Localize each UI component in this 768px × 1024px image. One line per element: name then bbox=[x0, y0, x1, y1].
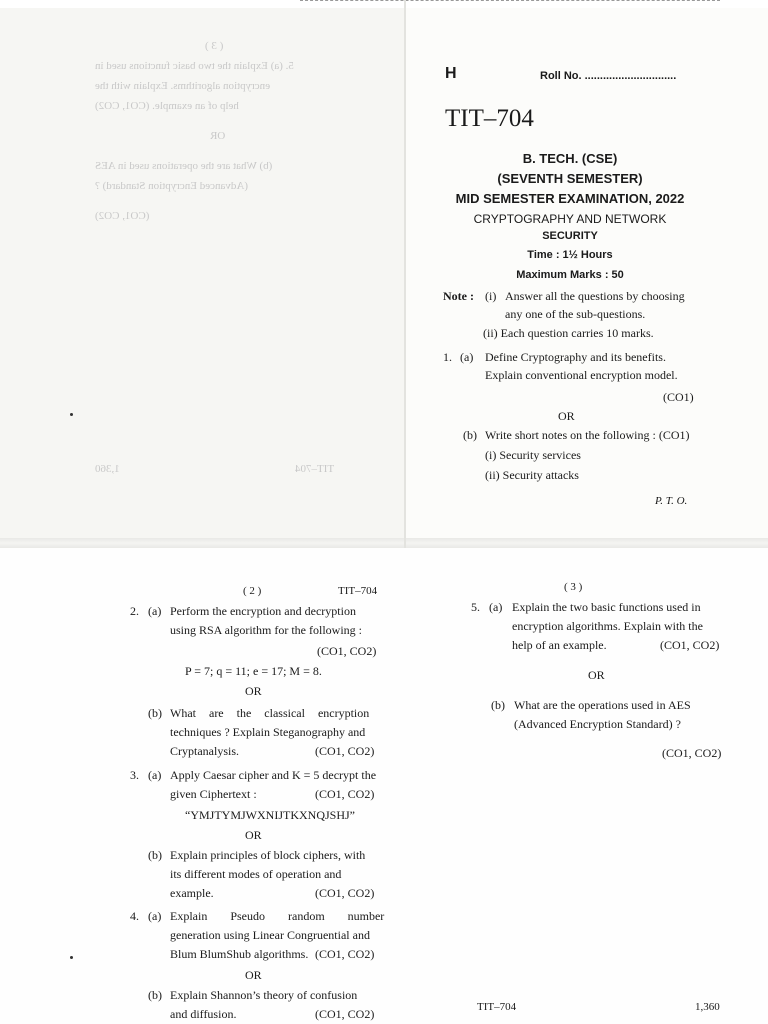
q3b-co: (CO1, CO2) bbox=[315, 886, 375, 900]
ghost-text: (Advanced Encryption Standard) ? bbox=[95, 180, 249, 192]
q4b-line2: and diffusion. bbox=[170, 1007, 237, 1021]
q2a-label: (a) bbox=[148, 604, 162, 618]
q3a-line1: Apply Caesar cipher and K = 5 decrypt the bbox=[170, 768, 377, 782]
q5a-co: (CO1, CO2) bbox=[660, 638, 720, 652]
q4-or: OR bbox=[245, 968, 262, 982]
q2-or: OR bbox=[245, 684, 262, 698]
ghost-text: encryption algorithms. Explain with the bbox=[95, 80, 271, 92]
q2b-label: (b) bbox=[148, 706, 162, 720]
q2a-line2: using RSA algorithm for the following : bbox=[170, 623, 362, 637]
page-cover bbox=[405, 8, 768, 538]
q3b-line2: its different modes of operation and bbox=[170, 867, 342, 881]
q2a-line1: Perform the encryption and decryption bbox=[170, 604, 356, 618]
page-2 bbox=[0, 548, 405, 1024]
page-top-left-blank bbox=[0, 8, 405, 538]
note-label: Note : bbox=[443, 289, 474, 303]
ghost-text: OR bbox=[210, 130, 226, 142]
ghost-text: (CO1, CO2) bbox=[95, 210, 150, 222]
q5b-label: (b) bbox=[491, 698, 505, 712]
q1b-line1: Write short notes on the following : (CO1) bbox=[485, 428, 690, 442]
speck bbox=[70, 956, 73, 959]
q5a-line2: encryption algorithms. Explain with the bbox=[512, 619, 703, 633]
q3a-ciphertext: “YMJTYMJWXNIJTKXNQJSHJ” bbox=[185, 808, 355, 822]
paper-code: TIT–704 bbox=[445, 105, 534, 132]
q4a-line1: Explain Pseudo random number bbox=[170, 909, 385, 923]
q3-or: OR bbox=[245, 828, 262, 842]
q1-number: 1. bbox=[443, 350, 452, 364]
q2-number: 2. bbox=[130, 604, 139, 618]
top-edge-line bbox=[300, 0, 720, 4]
pto: P. T. O. bbox=[655, 495, 688, 507]
page3-number: ( 3 ) bbox=[564, 581, 583, 593]
q5b-co: (CO1, CO2) bbox=[662, 746, 722, 760]
roll-no: Roll No. .............................. bbox=[540, 70, 677, 82]
q2b-line3: Cryptanalysis. bbox=[170, 744, 239, 758]
fold-horizontal bbox=[0, 538, 768, 548]
footer-code: TIT–704 bbox=[477, 1001, 517, 1013]
q4a-co: (CO1, CO2) bbox=[315, 947, 375, 961]
exam-title: MID SEMESTER EXAMINATION, 2022 bbox=[455, 191, 685, 206]
footer-count: 1,360 bbox=[695, 1001, 720, 1013]
note-ii: (ii) Each question carries 10 marks. bbox=[483, 326, 654, 340]
q5a-line1: Explain the two basic functions used in bbox=[512, 600, 701, 614]
q4-number: 4. bbox=[130, 909, 139, 923]
q2b-co: (CO1, CO2) bbox=[315, 744, 375, 758]
q5b-line1: What are the operations used in AES bbox=[514, 698, 691, 712]
q1a-label: (a) bbox=[460, 350, 474, 364]
q1a-line1: Define Cryptography and its benefits. bbox=[485, 350, 666, 364]
max-marks: Maximum Marks : 50 bbox=[516, 269, 624, 281]
q3b-line1: Explain principles of block ciphers, with bbox=[170, 848, 366, 862]
ghost-text: TIT–704 bbox=[295, 463, 335, 475]
q5b-line2: (Advanced Encryption Standard) ? bbox=[514, 717, 681, 731]
subject-line-1: CRYPTOGRAPHY AND NETWORK bbox=[473, 212, 667, 226]
speck bbox=[70, 413, 73, 416]
q4a-line2: generation using Linear Congruential and bbox=[170, 928, 370, 942]
q5-or: OR bbox=[588, 668, 605, 682]
ghost-text: (b) What are the operations used in AES bbox=[95, 160, 273, 172]
q1-or: OR bbox=[558, 409, 575, 423]
note-i-line1: Answer all the questions by choosing bbox=[505, 289, 685, 303]
q3a-line2: given Ciphertext : bbox=[170, 787, 257, 801]
q5-number: 5. bbox=[471, 600, 480, 614]
ghost-text: ( 3 ) bbox=[205, 40, 224, 52]
page2-code: TIT–704 bbox=[338, 585, 378, 597]
q4b-co: (CO1, CO2) bbox=[315, 1007, 375, 1021]
q2a-co: (CO1, CO2) bbox=[317, 644, 377, 658]
q3a-co: (CO1, CO2) bbox=[315, 787, 375, 801]
q3b-label: (b) bbox=[148, 848, 162, 862]
q1a-co: (CO1) bbox=[663, 390, 694, 404]
q4b-label: (b) bbox=[148, 988, 162, 1002]
ghost-text: 1,360 bbox=[95, 463, 120, 475]
q5a-line3: help of an example. bbox=[512, 638, 607, 652]
ghost-text: help of an example. (CO1, CO2) bbox=[95, 100, 239, 112]
q2b-line2: techniques ? Explain Steganography and bbox=[170, 725, 366, 739]
q2a-values: P = 7; q = 11; e = 17; M = 8. bbox=[185, 664, 322, 678]
subject-line-2: SECURITY bbox=[542, 230, 598, 242]
page-3 bbox=[405, 548, 768, 1024]
note-i-label: (i) bbox=[485, 289, 497, 303]
q4b-line1: Explain Shannon’s theory of confusion bbox=[170, 988, 358, 1002]
q1b-i: (i) Security services bbox=[485, 448, 581, 462]
time: Time : 1½ Hours bbox=[527, 249, 613, 261]
q3-number: 3. bbox=[130, 768, 139, 782]
q1b-label: (b) bbox=[463, 428, 477, 442]
q4a-label: (a) bbox=[148, 909, 162, 923]
ghost-text: 5. (a) Explain the two basic functions used in bbox=[95, 60, 294, 72]
q1a-line2: Explain conventional encryption model. bbox=[485, 368, 678, 382]
note-i-line2: any one of the sub-questions. bbox=[505, 307, 646, 321]
page2-number: ( 2 ) bbox=[243, 585, 262, 597]
h-mark: H bbox=[445, 65, 457, 82]
q2b-line1: What are the classical encryption bbox=[170, 706, 370, 720]
semester: (SEVENTH SEMESTER) bbox=[497, 171, 643, 186]
q1b-ii: (ii) Security attacks bbox=[485, 468, 579, 482]
q3b-line3: example. bbox=[170, 886, 214, 900]
q3a-label: (a) bbox=[148, 768, 162, 782]
degree: B. TECH. (CSE) bbox=[522, 151, 618, 166]
q4a-line3: Blum BlumShub algorithms. bbox=[170, 947, 309, 961]
q5a-label: (a) bbox=[489, 600, 503, 614]
